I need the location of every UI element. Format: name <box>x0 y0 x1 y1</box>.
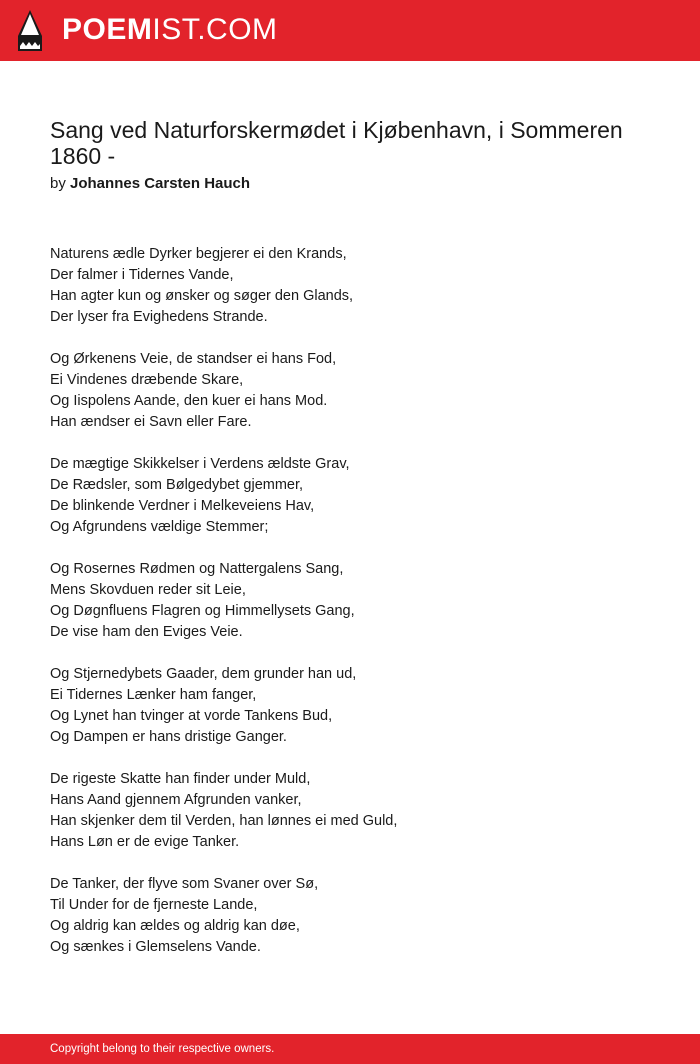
poem-line: Ei Tidernes Lænker ham fanger, <box>50 687 257 703</box>
stanza <box>50 874 650 958</box>
stanza <box>50 454 650 538</box>
pen-nib-icon <box>17 9 43 52</box>
logo-brand-bold: POEM <box>62 13 153 46</box>
poem-line: Og Iispolens Aande, den kuer ei hans Mod. <box>50 393 328 409</box>
poem-line: Han agter kun og ønsker og søger den Glands, <box>50 288 354 304</box>
stanza <box>50 244 650 328</box>
author-name: Johannes Carsten Hauch <box>70 175 251 192</box>
poem-line: Og sænkes i Glemselens Vande. <box>50 939 261 955</box>
poem-line: Han skjenker dem til Verden, han lønnes ei med Guld, <box>50 813 398 829</box>
copyright-notice: Copyright belong to their respective owners. <box>50 1043 275 1055</box>
poem-line: Og aldrig kan ældes og aldrig kan døe, <box>50 918 300 934</box>
poem-line: De Rædsler, som Bølgedybet gjemmer, <box>50 477 304 493</box>
stanza <box>50 559 650 643</box>
poem-line: Der falmer i Tidernes Vande, <box>50 267 234 283</box>
poem-line: Og Rosernes Rødmen og Nattergalens Sang, <box>50 561 344 577</box>
logo-brand-light: IST.COM <box>152 13 278 46</box>
poem-line: De mægtige Skikkelser i Verdens ældste Grav, <box>50 456 350 472</box>
poem-line: Og Ørkenens Veie, de standser ei hans Fod, <box>50 351 337 367</box>
poem-line: Og Lynet han tvinger at vorde Tankens Bud, <box>50 708 333 724</box>
stanza <box>50 349 650 433</box>
site-footer <box>0 1034 700 1064</box>
poem-heading <box>50 117 650 195</box>
byline <box>50 173 650 195</box>
poem-line: De Tanker, der flyve som Svaner over Sø, <box>50 876 319 892</box>
poem-line: Og Afgrundens vældige Stemmer; <box>50 519 269 535</box>
poem-line: Der lyser fra Evighedens Strande. <box>50 309 268 325</box>
poem-line: De blinkende Verdner i Melkeveiens Hav, <box>50 498 315 514</box>
poem-line: Og Døgnfluens Flagren og Himmellysets Gang, <box>50 603 355 619</box>
poem-line: Mens Skovduen reder sit Leie, <box>50 582 246 598</box>
poem-body <box>50 244 650 979</box>
by-label: by <box>50 175 66 192</box>
poem-line: Og Stjernedybets Gaader, dem grunder han ud, <box>50 666 357 682</box>
poem-title: Sang ved Naturforskermødet i Kjøbenhavn, i Sommeren 1860 - <box>50 117 623 169</box>
poem-line: Ei Vindenes dræbende Skare, <box>50 372 244 388</box>
stanza <box>50 664 650 748</box>
poem-line: Naturens ædle Dyrker begjerer ei den Krands, <box>50 246 347 262</box>
poem-line: Hans Aand gjennem Afgrunden vanker, <box>50 792 302 808</box>
stanza <box>50 769 650 853</box>
poem-line: Og Dampen er hans dristige Ganger. <box>50 729 287 745</box>
site-header <box>0 0 700 61</box>
poem-line: Hans Løn er de evige Tanker. <box>50 834 240 850</box>
poem-line: Han ændser ei Savn eller Fare. <box>50 414 252 430</box>
poem-line: Til Under for de fjerneste Lande, <box>50 897 258 913</box>
poem-line: De vise ham den Eviges Veie. <box>50 624 243 640</box>
site-logo[interactable] <box>62 11 278 49</box>
poem-line: De rigeste Skatte han finder under Muld, <box>50 771 311 787</box>
